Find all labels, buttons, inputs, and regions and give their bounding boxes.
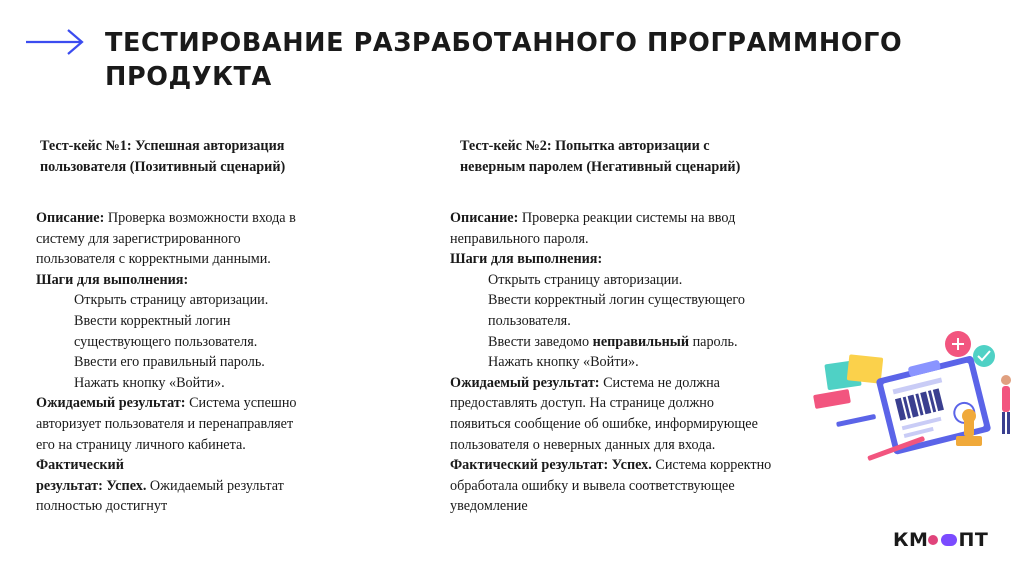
case1-actual-label-1: Фактический [36,457,124,474]
case1-desc-text-3: пользователя с корректными данными. [36,251,271,268]
kmpt-logo [893,529,988,551]
case2-actual-text-2: обработала ошибку и вывела соответствующее [450,477,735,494]
case1-step-2b: существующего пользователя. [74,333,258,350]
case2-desc [450,208,850,229]
case1-expected-text-2: авторизует пользователя и перенаправляет [36,415,294,432]
case2-step-1: Открыть страницу авторизации. [488,271,683,288]
case1-step-2a: Ввести корректный логин [74,312,231,329]
case1-heading [40,136,370,177]
case2-actual [450,455,850,476]
case1-step-4: Нажать кнопку «Войти». [74,374,225,391]
case1-body [36,208,376,517]
case2-step-2a: Ввести корректный логин существующего [488,292,745,309]
case1-step-1: Открыть страницу авторизации. [74,292,269,309]
case2-actual-text-1: Система корректно [651,457,772,474]
case2-actual-text-3: уведомление [450,498,528,515]
case2-expected-label: Ожидаемый результат: [450,374,600,391]
case1-expected-text-1: Система успешно [185,395,297,412]
case2-desc-text-1: Проверка реакции системы на ввод [518,210,736,226]
case1-heading-line-2: пользователя (Позитивный сценарий) [40,158,286,175]
case2-body [450,208,850,517]
case1-desc-text-1: Проверка возможности входа в [104,210,296,226]
title-line-1: ТЕСТИРОВАНИЕ РАЗРАБОТАННОГО ПРОГРАММНОГО [105,28,903,58]
case2-desc-label: Описание: [450,210,519,226]
case1-actual-text-1: Ожидаемый результат [146,477,284,494]
case2-step-3-post: пароль. [689,333,738,350]
case2-heading-line-2: неверным паролем (Негативный сценарий) [460,158,741,175]
logo-dot-pink [928,535,938,545]
case2-heading-line-1: Тест-кейс №2: Попытка авторизации с [460,138,710,154]
case2-steps-label: Шаги для выполнения: [450,251,603,268]
case2-step-3 [450,332,850,353]
case1-desc-label: Описание: [36,210,105,226]
case2-step-3-bold: неправильный [592,333,690,350]
case1-actual-text-2: полностью достигнут [36,498,168,515]
page-title [105,26,1005,94]
logo-dot-purple [941,534,957,546]
case1-actual-label-2: результат: Успех. [36,477,147,494]
case1-steps-label: Шаги для выполнения: [36,271,189,288]
case2-heading [460,136,820,177]
document-illustration [806,318,1021,478]
case2-expected-text-1: Система не должна [599,374,720,391]
case2-expected [450,373,850,394]
arrow-right-icon [24,28,86,56]
case1-actual [36,476,376,497]
logo-text-1: КМ [893,529,929,551]
case2-expected-text-2: предоставлять доступ. На странице должно [450,395,714,412]
case1-heading-line-1: Тест-кейс №1: Успешная авторизация [40,138,285,154]
title-line-2: ПРОДУКТА [105,62,272,92]
case2-expected-text-3: появиться сообщение об ошибке, информирующее [450,415,758,432]
case1-expected-label: Ожидаемый результат: [36,395,186,412]
case1-desc-text-2: систему для зарегистрированного [36,230,241,247]
case1-expected [36,393,376,414]
case1-expected-text-3: его на страницу личного кабинета. [36,436,246,453]
case2-step-4: Нажать кнопку «Войти». [488,354,639,371]
logo-text-2: ПТ [958,529,989,551]
case2-step-3-pre: Ввести заведомо [488,333,593,350]
case2-expected-text-4: пользователя о неверных данных для входа. [450,436,716,453]
case2-desc-text-2: неправильного пароля. [450,230,589,247]
case1-desc [36,208,376,229]
case2-step-2b: пользователя. [488,312,571,329]
case2-actual-label: Фактический результат: Успех. [450,457,652,474]
case1-step-3: Ввести его правильный пароль. [74,354,265,371]
